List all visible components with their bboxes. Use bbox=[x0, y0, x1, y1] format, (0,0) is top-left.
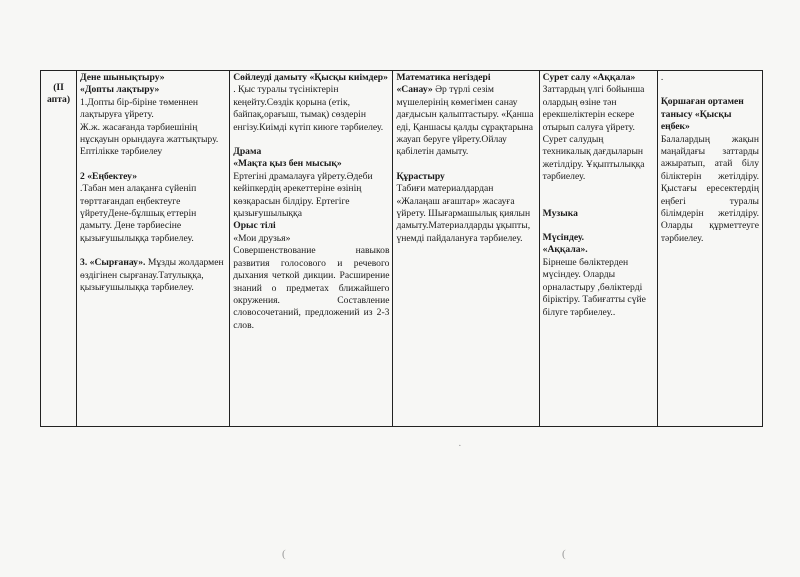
drawing-heading: Сурет салу «Аққала» bbox=[542, 72, 636, 83]
music-heading: Музыка bbox=[542, 207, 578, 219]
week-label: (II апта) bbox=[47, 82, 71, 106]
pe-text-3: .Табан мен алақанға сүйеніп төрттағандап еңбектеуге үйретуДене-бұлшық еттерін дамыту. Дене тәрбиесіне қызығушылыққа тәрбиелеу. bbox=[80, 183, 197, 244]
math-heading: Математика негіздері bbox=[396, 72, 491, 83]
speech-heading: Сөйлеуді дамыту «Қысқы киімдер» bbox=[233, 72, 388, 83]
pe-text-1: 1.Допты бір-біріне төменнен лақтыруға үйрету. bbox=[80, 96, 199, 121]
pe-text-4: Мұзды жолдармен өздігінен сырғанау.Татулыққа, қызығушылыққа тәрбиелеу. bbox=[80, 257, 224, 294]
physical-education-cell bbox=[77, 71, 230, 427]
scan-speck: ( bbox=[562, 548, 566, 560]
construction-heading: Құрастыру bbox=[396, 170, 445, 182]
environment-heading: Қоршаған ортамен таныcу «Қысқы еңбек» bbox=[660, 96, 744, 133]
environment-cell bbox=[657, 71, 762, 427]
russian-heading: Орыс тілі bbox=[233, 220, 276, 232]
schedule-table bbox=[40, 70, 763, 427]
drawing-text: Заттардың үлгі бойынша олардың өзіне тән ерекшеліктерін ескере отырып салуға үйрету. Сурет салудың техникалық дағдыларын жетілдіру. Ұқыптылыққа тәрбиелеу. bbox=[542, 84, 645, 183]
russian-topic: «Мои друзья» bbox=[233, 232, 291, 244]
math-topic: «Санау» bbox=[396, 84, 433, 96]
modeling-topic: «Аққала». bbox=[542, 244, 588, 256]
modeling-heading: Мүсіндеу. bbox=[542, 232, 585, 244]
pe-topic-2: 2 «Еңбектеу» bbox=[80, 170, 137, 182]
environment-text: Балалардың жақын маңайдағы заттарды ажыратып, атай білу біліктерін жетілдіру. Қыстағы ересектердің еңбегі туралы білімдерін жетілдіру. Оларды құрметтеуге тәрбиелеу. bbox=[660, 133, 759, 244]
drama-text: Ертегіні драмалауға үйрету.Әдеби кейіпкердің әрекеттеріне өзінің көзқарасын білдіру. Ертегіге қызығушылыққа bbox=[233, 170, 373, 220]
drawing-cell bbox=[539, 71, 657, 427]
math-text: Әр түрлі сезім мүшелерінің көмегімен санау дағдысын қалыптастыру. «Қанша еді, Қаншасы қалды сұрақтарына жауап беруге үйрету.Ойлау қабілетін дамыту. bbox=[396, 84, 534, 158]
pe-heading: Дене шынықтыру» bbox=[80, 72, 165, 83]
scan-speck: ( bbox=[282, 548, 286, 560]
pe-topic-1: «Допты лақтыру» bbox=[80, 84, 160, 96]
drama-topic: «Мақта қыз бен мысық» bbox=[233, 158, 342, 170]
speech-development-cell bbox=[230, 71, 393, 427]
construction-text: Табиғи материалдардан «Жалаңаш ағаштар» жасауға үйрету. Шығармашылық қиялын дамыту.Материалдарды ұқыпты, үнемді пайдалануға тәрбиелеу. bbox=[396, 183, 531, 244]
week-label-cell bbox=[41, 71, 77, 427]
modeling-text: Бірнеше бөліктерден мүсіндеу. Оларды орналастыру ,бөліктерді біріктіру. Табиғатты сүйе білуге тәрбиелеу.. bbox=[542, 256, 646, 318]
pe-text-2: Ж.ж. жасағанда тәрбиешінің нұсқауын орындауға жаттықтыру. Ептілікке тәрбиелеу bbox=[80, 121, 219, 158]
mathematics-cell bbox=[393, 71, 539, 427]
pe-topic-3: 3. «Сырғанау». bbox=[80, 257, 146, 269]
drama-heading: Драма bbox=[233, 146, 262, 158]
scan-speck: · bbox=[458, 440, 462, 452]
speech-text: . Қыс туралы түсініктерін кеңейту.Сөздік қорына (етік, байпақ,орағыш, тымақ) сөздерін енгізу.Киімді күтіп киюге тәрбиелеу. bbox=[233, 84, 384, 133]
table-row bbox=[41, 71, 763, 427]
russian-text: Совершенствование навыков развития голосового и речевого дыхания четкой дикции. Расширение знаний о предметах ближайшего окружения. Составление словосочетаний, предложений из 2-3 слов. bbox=[233, 245, 390, 331]
environment-dot: . bbox=[660, 72, 664, 83]
